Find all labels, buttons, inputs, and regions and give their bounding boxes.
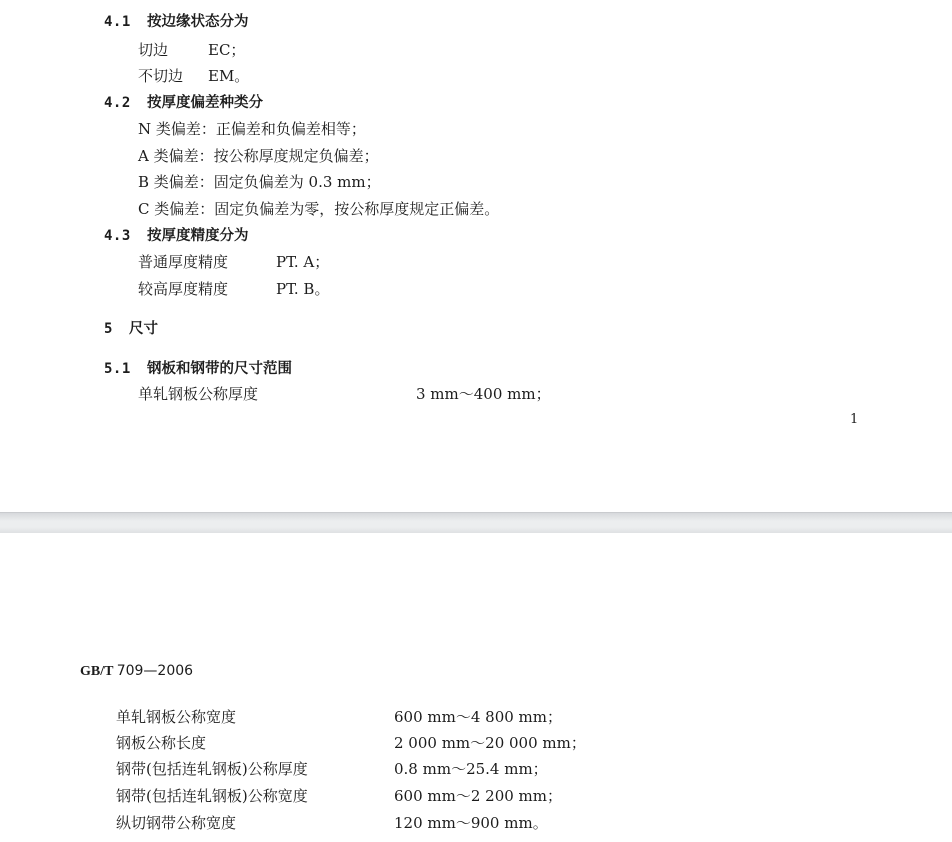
- doc-id-number: 709—2006: [116, 663, 194, 679]
- list-item: N 类偏差：正偏差和负偏差相等；: [138, 120, 366, 138]
- spec-label: 纵切钢带公称宽度: [116, 814, 237, 832]
- section-heading: 尺寸: [129, 321, 158, 337]
- section-number: 4.3: [104, 228, 131, 244]
- doc-id-prefix: GB/T: [80, 664, 114, 679]
- spec-label: 钢板公称长度: [116, 734, 207, 752]
- list-item-label: 普通厚度精度: [138, 253, 229, 271]
- spec-value: 2 000 mm～20 000 mm；: [394, 734, 586, 752]
- section-number: 4.2: [104, 95, 131, 111]
- list-item-code: EC；: [208, 41, 246, 59]
- list-item: A 类偏差：按公称厚度规定负偏差；: [138, 147, 379, 165]
- spec-value: 120 mm～900 mm。: [394, 814, 548, 832]
- list-item-code: PT. A；: [276, 253, 330, 271]
- list-item-code: PT. B。: [276, 280, 330, 298]
- section-number: 5: [104, 321, 113, 337]
- section-heading: 按边缘状态分为: [147, 14, 249, 30]
- document-page-2: [0, 533, 952, 842]
- spec-value: 0.8 mm～25.4 mm；: [394, 760, 548, 778]
- section-number: 4.1: [104, 14, 131, 30]
- list-item-code: EM。: [208, 67, 250, 85]
- section-heading: 按厚度偏差种类分: [147, 95, 263, 111]
- page-number: 1: [850, 412, 859, 427]
- spec-value: 3 mm～400 mm；: [416, 385, 551, 403]
- list-item-label: 不切边: [138, 67, 184, 85]
- section-number: 5.1: [104, 361, 131, 377]
- list-item: B 类偏差：固定负偏差为 0.3 mm；: [138, 173, 381, 191]
- spec-value: 600 mm～4 800 mm；: [394, 708, 563, 726]
- list-item-label: 切边: [138, 41, 169, 59]
- spec-label: 钢带(包括连轧钢板)公称厚度: [116, 760, 308, 778]
- section-heading: 按厚度精度分为: [147, 228, 249, 244]
- spec-label: 单轧钢板公称宽度: [116, 708, 237, 726]
- list-item: C 类偏差：固定负偏差为零，按公称厚度规定正偏差。: [138, 200, 500, 218]
- list-item-label: 较高厚度精度: [138, 280, 229, 298]
- page-separator: [0, 512, 952, 534]
- spec-label: 单轧钢板公称厚度: [138, 385, 259, 403]
- spec-label: 钢带(包括连轧钢板)公称宽度: [116, 787, 308, 805]
- document-identifier: [80, 661, 193, 682]
- spec-value: 600 mm～2 200 mm；: [394, 787, 563, 805]
- section-heading: 钢板和钢带的尺寸范围: [147, 361, 292, 377]
